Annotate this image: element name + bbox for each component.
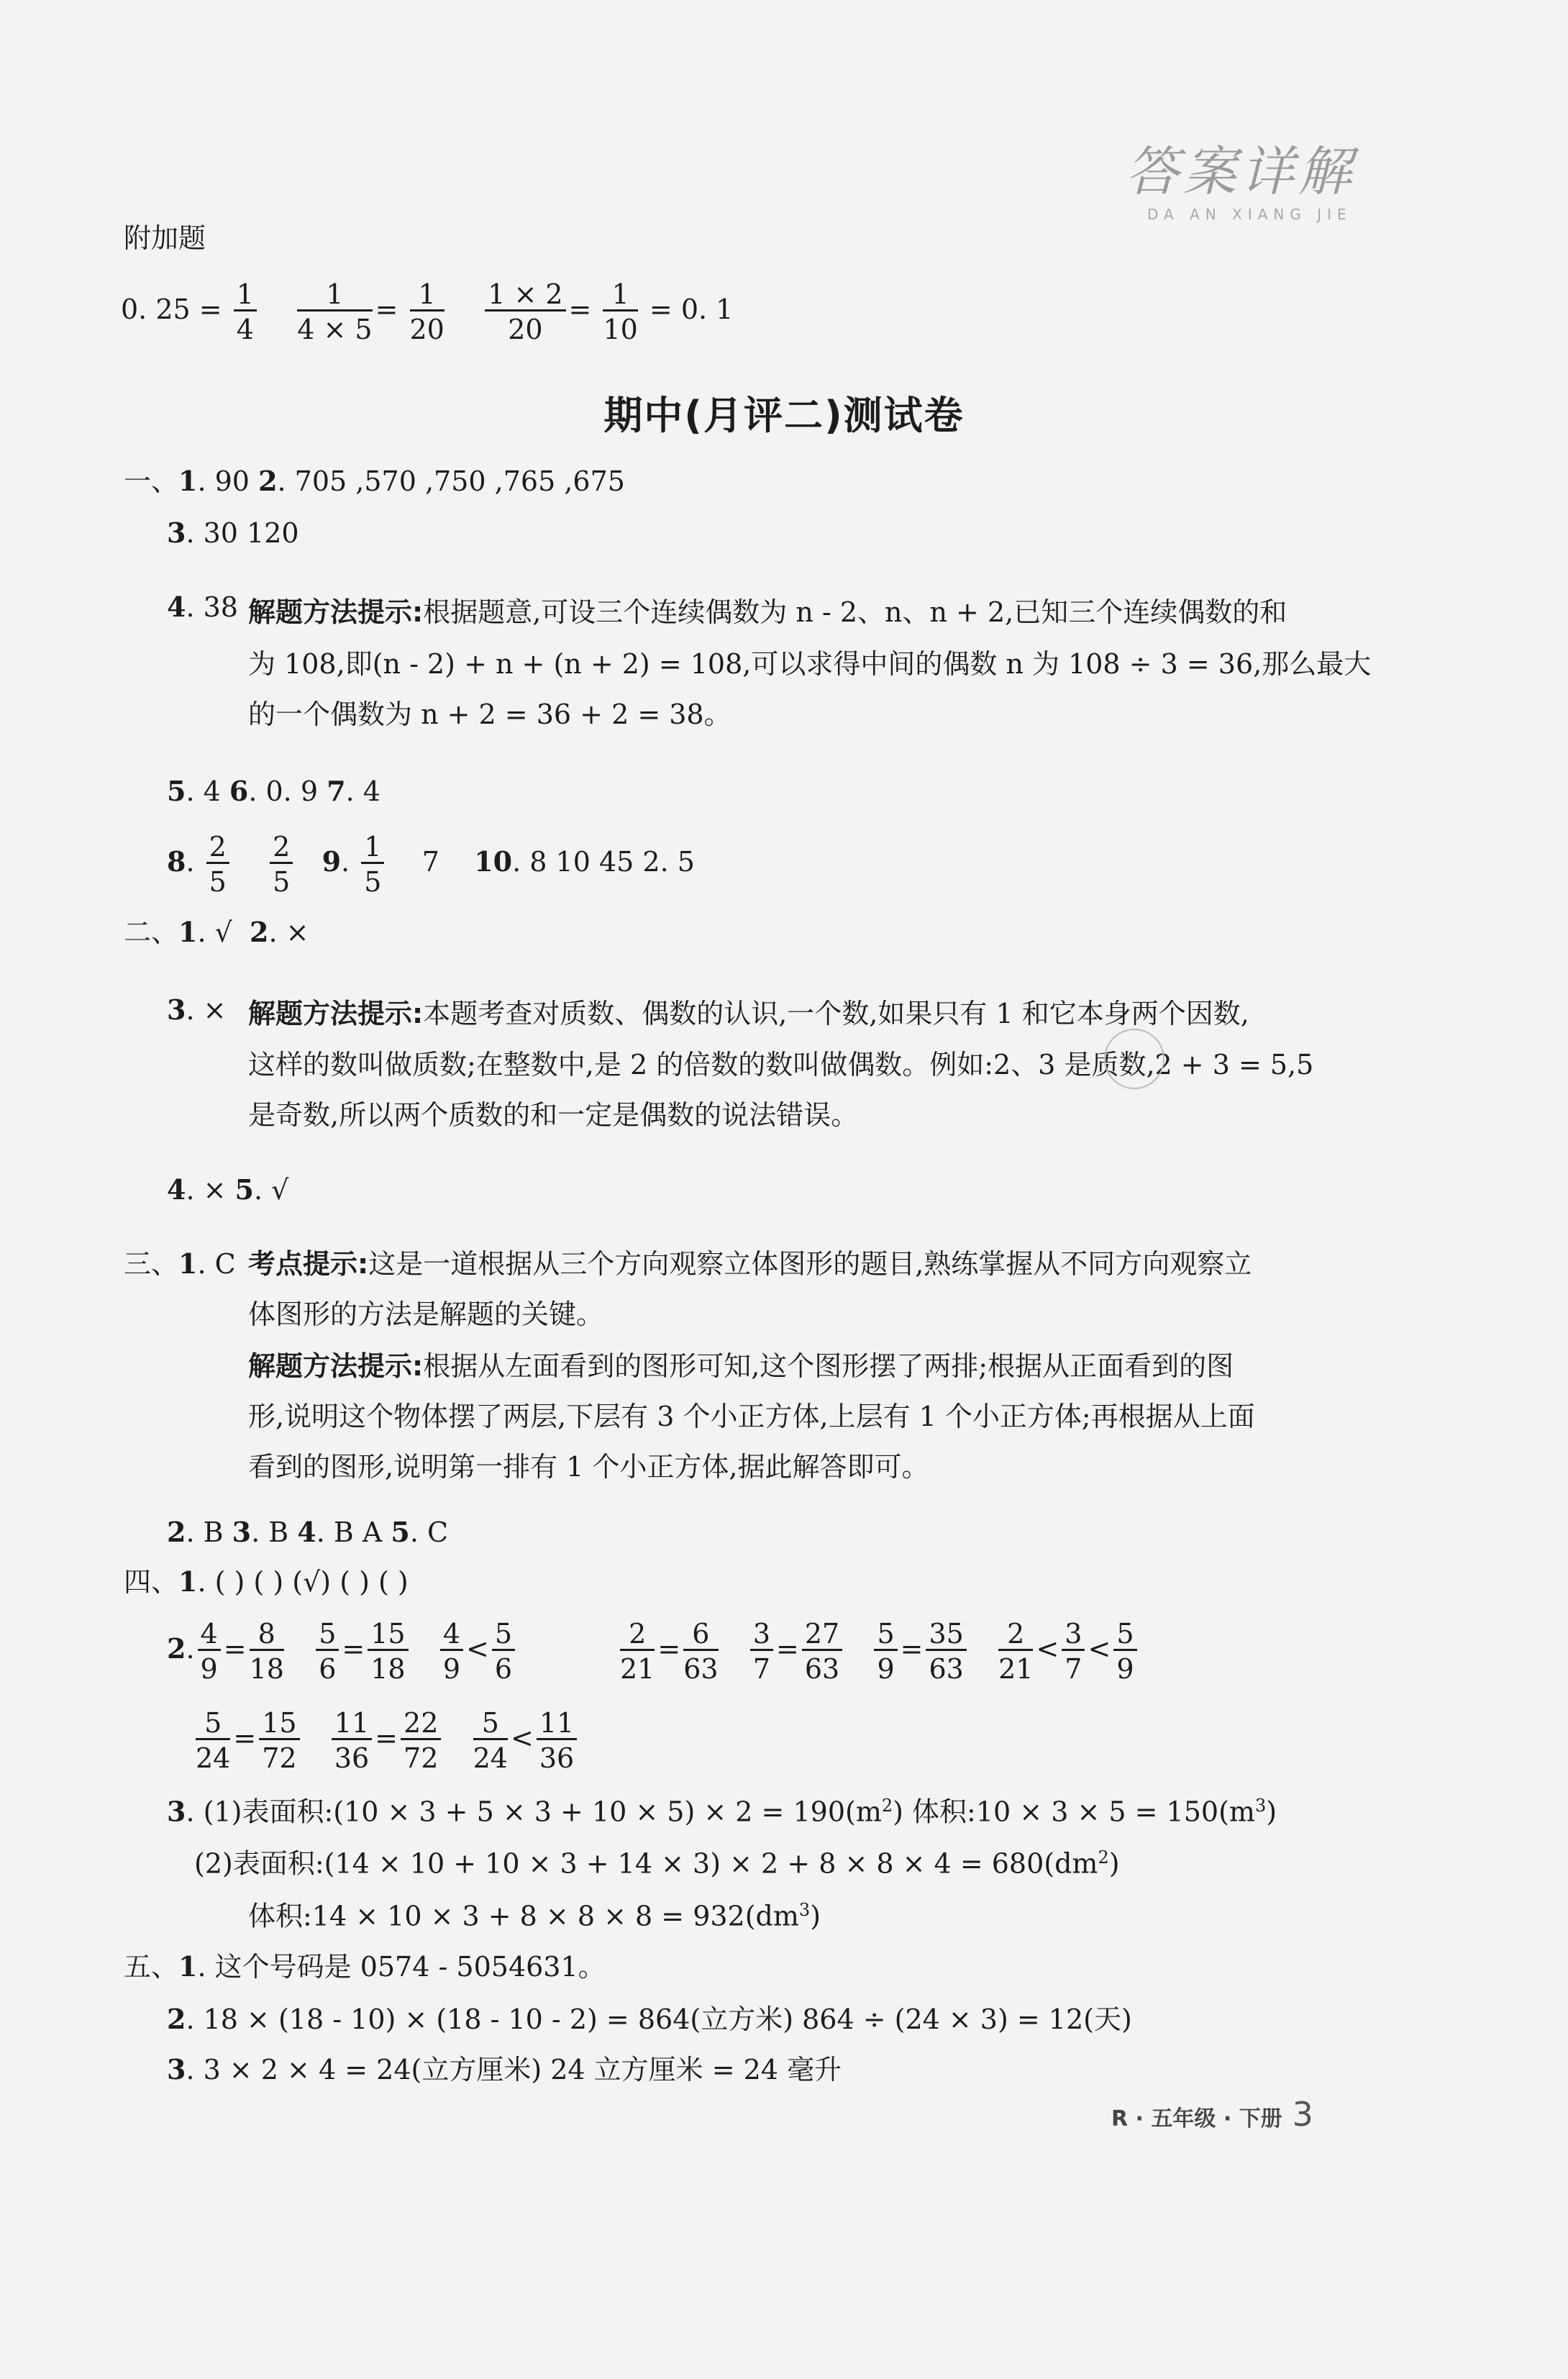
fraction: $\frac{5}{24}$ (196, 1707, 231, 1774)
stamp-mark (1104, 1029, 1164, 1089)
s2-line1: 二、1. √ 2. × (124, 916, 309, 948)
s5-line2: 2. 18 × (18 - 10) × (18 - 10 - 2) = 864(立方米) 864 ÷ (24 × 3) = 12(天) (167, 2003, 1132, 2035)
s3-kd-hint: 考点提示:这是一道根据从三个方向观察立体图形的题目,熟练掌握从不同方向观察立 (248, 1248, 1252, 1280)
s1-line1: 一、1. 90 2. 705 ,570 ,750 ,765 ,675 (124, 465, 625, 497)
operator: = (375, 1722, 398, 1754)
s4-line6: 体积:14 × $10 \times 3 + 8 \times 8 \times 8 = 932(dm^3)$ (248, 1900, 821, 1932)
operator: = (900, 1633, 924, 1665)
fraction: $\frac{11}{36}$ (537, 1709, 577, 1772)
s1-q4-hint: 解题方法提示:根据题意,可设三个连续偶数为 n - 2、n、n + 2,已知三个连续偶数的和 (248, 596, 1287, 628)
fraction: $\frac{3}{7}$ (1062, 1620, 1085, 1683)
fraction: $\frac{1}{10}$ (603, 278, 638, 345)
operator: = (223, 1633, 247, 1665)
s3-kd-line2: 体图形的方法是解题的关键。 (248, 1298, 604, 1330)
operator: < (1088, 1633, 1111, 1665)
s3-jt-line3: 看到的图形,说明第一排有 1 个小正方体,据此解答即可。 (248, 1451, 929, 1483)
s3-line2: 2. B 3. B 4. B A 5. C (167, 1516, 449, 1548)
operator: = (776, 1633, 799, 1665)
fraction: $\frac{5}{9}$ (874, 1620, 897, 1683)
s2-line4: 4. × 5. √ (167, 1173, 289, 1206)
fraction: $\frac{15}{18}$ (368, 1620, 408, 1683)
page-number: 3 (1292, 2095, 1313, 2134)
operator: = (342, 1633, 365, 1665)
s2-q3-hint: 解题方法提示:本题考查对质数、偶数的认识,一个数,如果只有 1 和它本身两个因数, (248, 998, 1249, 1029)
s1-q4-line3: 的一个偶数为 n + 2 = 36 + 2 = 38。 (248, 699, 731, 730)
s1-line8: 8. $\frac{2}{5}$ $\frac{2}{5}$ 9. $\frac{1}{5}$ 7 10. 8 10 45 2. 5 (167, 831, 695, 898)
fraction: $\frac{5}{9}$ (1113, 1620, 1136, 1683)
operator: = (657, 1633, 681, 1665)
fraction: $\frac{5}{24}$ (473, 1707, 508, 1774)
extra-heading: 附加题 (124, 222, 206, 254)
logo-pinyin: DA AN XIANG JIE (1147, 206, 1352, 223)
operator: < (466, 1633, 489, 1665)
fraction: $\frac{35}{63}$ (926, 1620, 966, 1683)
extra-equation: 0. 25 = $\frac{1}{4}$ $\frac{1}{4 \times 5}$ = $\frac{1}{20}$ $\frac{1 \times 2}{20}$ = $\frac{1}{10}$ = 0. 1 (121, 278, 734, 345)
fraction: $\frac{4}{9}$ (198, 1620, 221, 1683)
s4-line1: 四、1. ( ) ( ) (√) ( ) ( ) (124, 1565, 409, 1598)
fraction: $\frac{1}{4 \times 5}$ (297, 278, 373, 345)
s2-q3-line3: 是奇数,所以两个质数的和一定是偶数的说法错误。 (248, 1099, 859, 1131)
operator: < (1036, 1633, 1059, 1665)
s5-line3: 3. 3 × 2 × 4 = 24(立方厘米) 24 立方厘米 = 24 毫升 (167, 2053, 842, 2085)
s1-q4-line2: 为 108,即(n - 2) + n + (n + 2) = 108,可以求得中间的偶数 n 为 108 ÷ 3 = 36,那么最大 (248, 648, 1372, 680)
eq-text: = 0. 1 (649, 294, 734, 325)
fraction: $\frac{27}{63}$ (802, 1620, 842, 1683)
s4-line5: (2)表面积:(14 × $10 + 10 \times 3 + 14 \times 3) \times 2 + 8 \times 8 \times 4 = 680(dm^2)$ (194, 1847, 1120, 1880)
s1-q4-num: 4. 38 (167, 591, 238, 623)
footer-grade: R · 五年级 · 下册 (1111, 2106, 1282, 2132)
s2-q3-num: 3. × (167, 993, 227, 1026)
fraction: $\frac{1}{20}$ (409, 278, 445, 345)
answer-logo (1126, 129, 1377, 237)
fraction: $\frac{15}{72}$ (259, 1709, 299, 1772)
fraction: $\frac{8}{18}$ (249, 1618, 284, 1685)
fraction: $\frac{1 \times 2}{20}$ (485, 281, 565, 343)
fraction: $\frac{1}{5}$ (361, 833, 384, 896)
fraction: $\frac{11}{36}$ (332, 1709, 372, 1772)
page-title: 期中(月评二)测试卷 (603, 393, 965, 438)
s4-line4: 3. (1)表面积:(10 × $3 + 5 \times 3 + 10 \times 5) \times 2 = 190(m^2)$ 体积:10 × $3 \times 5 = 150(m^3)$ (167, 1795, 1277, 1828)
fraction: $\frac{6}{63}$ (683, 1618, 719, 1685)
fraction: $\frac{1}{4}$ (234, 281, 257, 343)
s3-line1: 三、1. C (124, 1247, 236, 1280)
s3-jt-line2: 形,说明这个物体摆了两层,下层有 3 个小正方体,上层有 1 个小正方体;再根据从上面 (248, 1401, 1255, 1432)
s3-jt-hint: 解题方法提示:根据从左面看到的图形可知,这个图形摆了两排;根据从正面看到的图 (248, 1350, 1234, 1382)
operator: = (233, 1722, 257, 1754)
fraction: $\frac{3}{7}$ (750, 1620, 773, 1683)
logo-text: 答案详解 (1126, 141, 1356, 203)
s2-q3-line2: 这样的数叫做质数;在整数中,是 2 的倍数的数叫做偶数。例如:2、3 是质数,2 + 3 = 5,5 (248, 1049, 1314, 1081)
fraction: $\frac{2}{21}$ (998, 1618, 1034, 1685)
eq-text: 0. 25 = (121, 294, 222, 325)
fraction: $\frac{2}{21}$ (620, 1618, 655, 1685)
s4-line2: 2. $\frac{4}{9}$ = $\frac{8}{18}$ $\frac{5}{6}$ = $\frac{15}{18}$ $\frac{4}{9}$ < $\frac{5}{6}$ (167, 1620, 518, 1683)
s4-line2b (617, 1620, 1140, 1683)
s1-line5: 5. 4 6. 0. 9 7. 4 (167, 775, 380, 807)
s1-line2: 3. 30 120 (167, 517, 299, 549)
fraction: $\frac{2}{5}$ (206, 833, 229, 896)
fraction: $\frac{2}{5}$ (270, 833, 293, 896)
fraction: $\frac{5}{6}$ (492, 1620, 515, 1683)
s4-line3 (193, 1709, 580, 1772)
s5-line1: 五、1. 这个号码是 0574 - 5054631。 (124, 1950, 606, 1983)
fraction: $\frac{22}{72}$ (401, 1709, 441, 1772)
fraction: $\frac{4}{9}$ (440, 1620, 463, 1683)
page-footer (1111, 2095, 1313, 2134)
operator: < (510, 1722, 534, 1754)
fraction: $\frac{5}{6}$ (316, 1620, 339, 1683)
